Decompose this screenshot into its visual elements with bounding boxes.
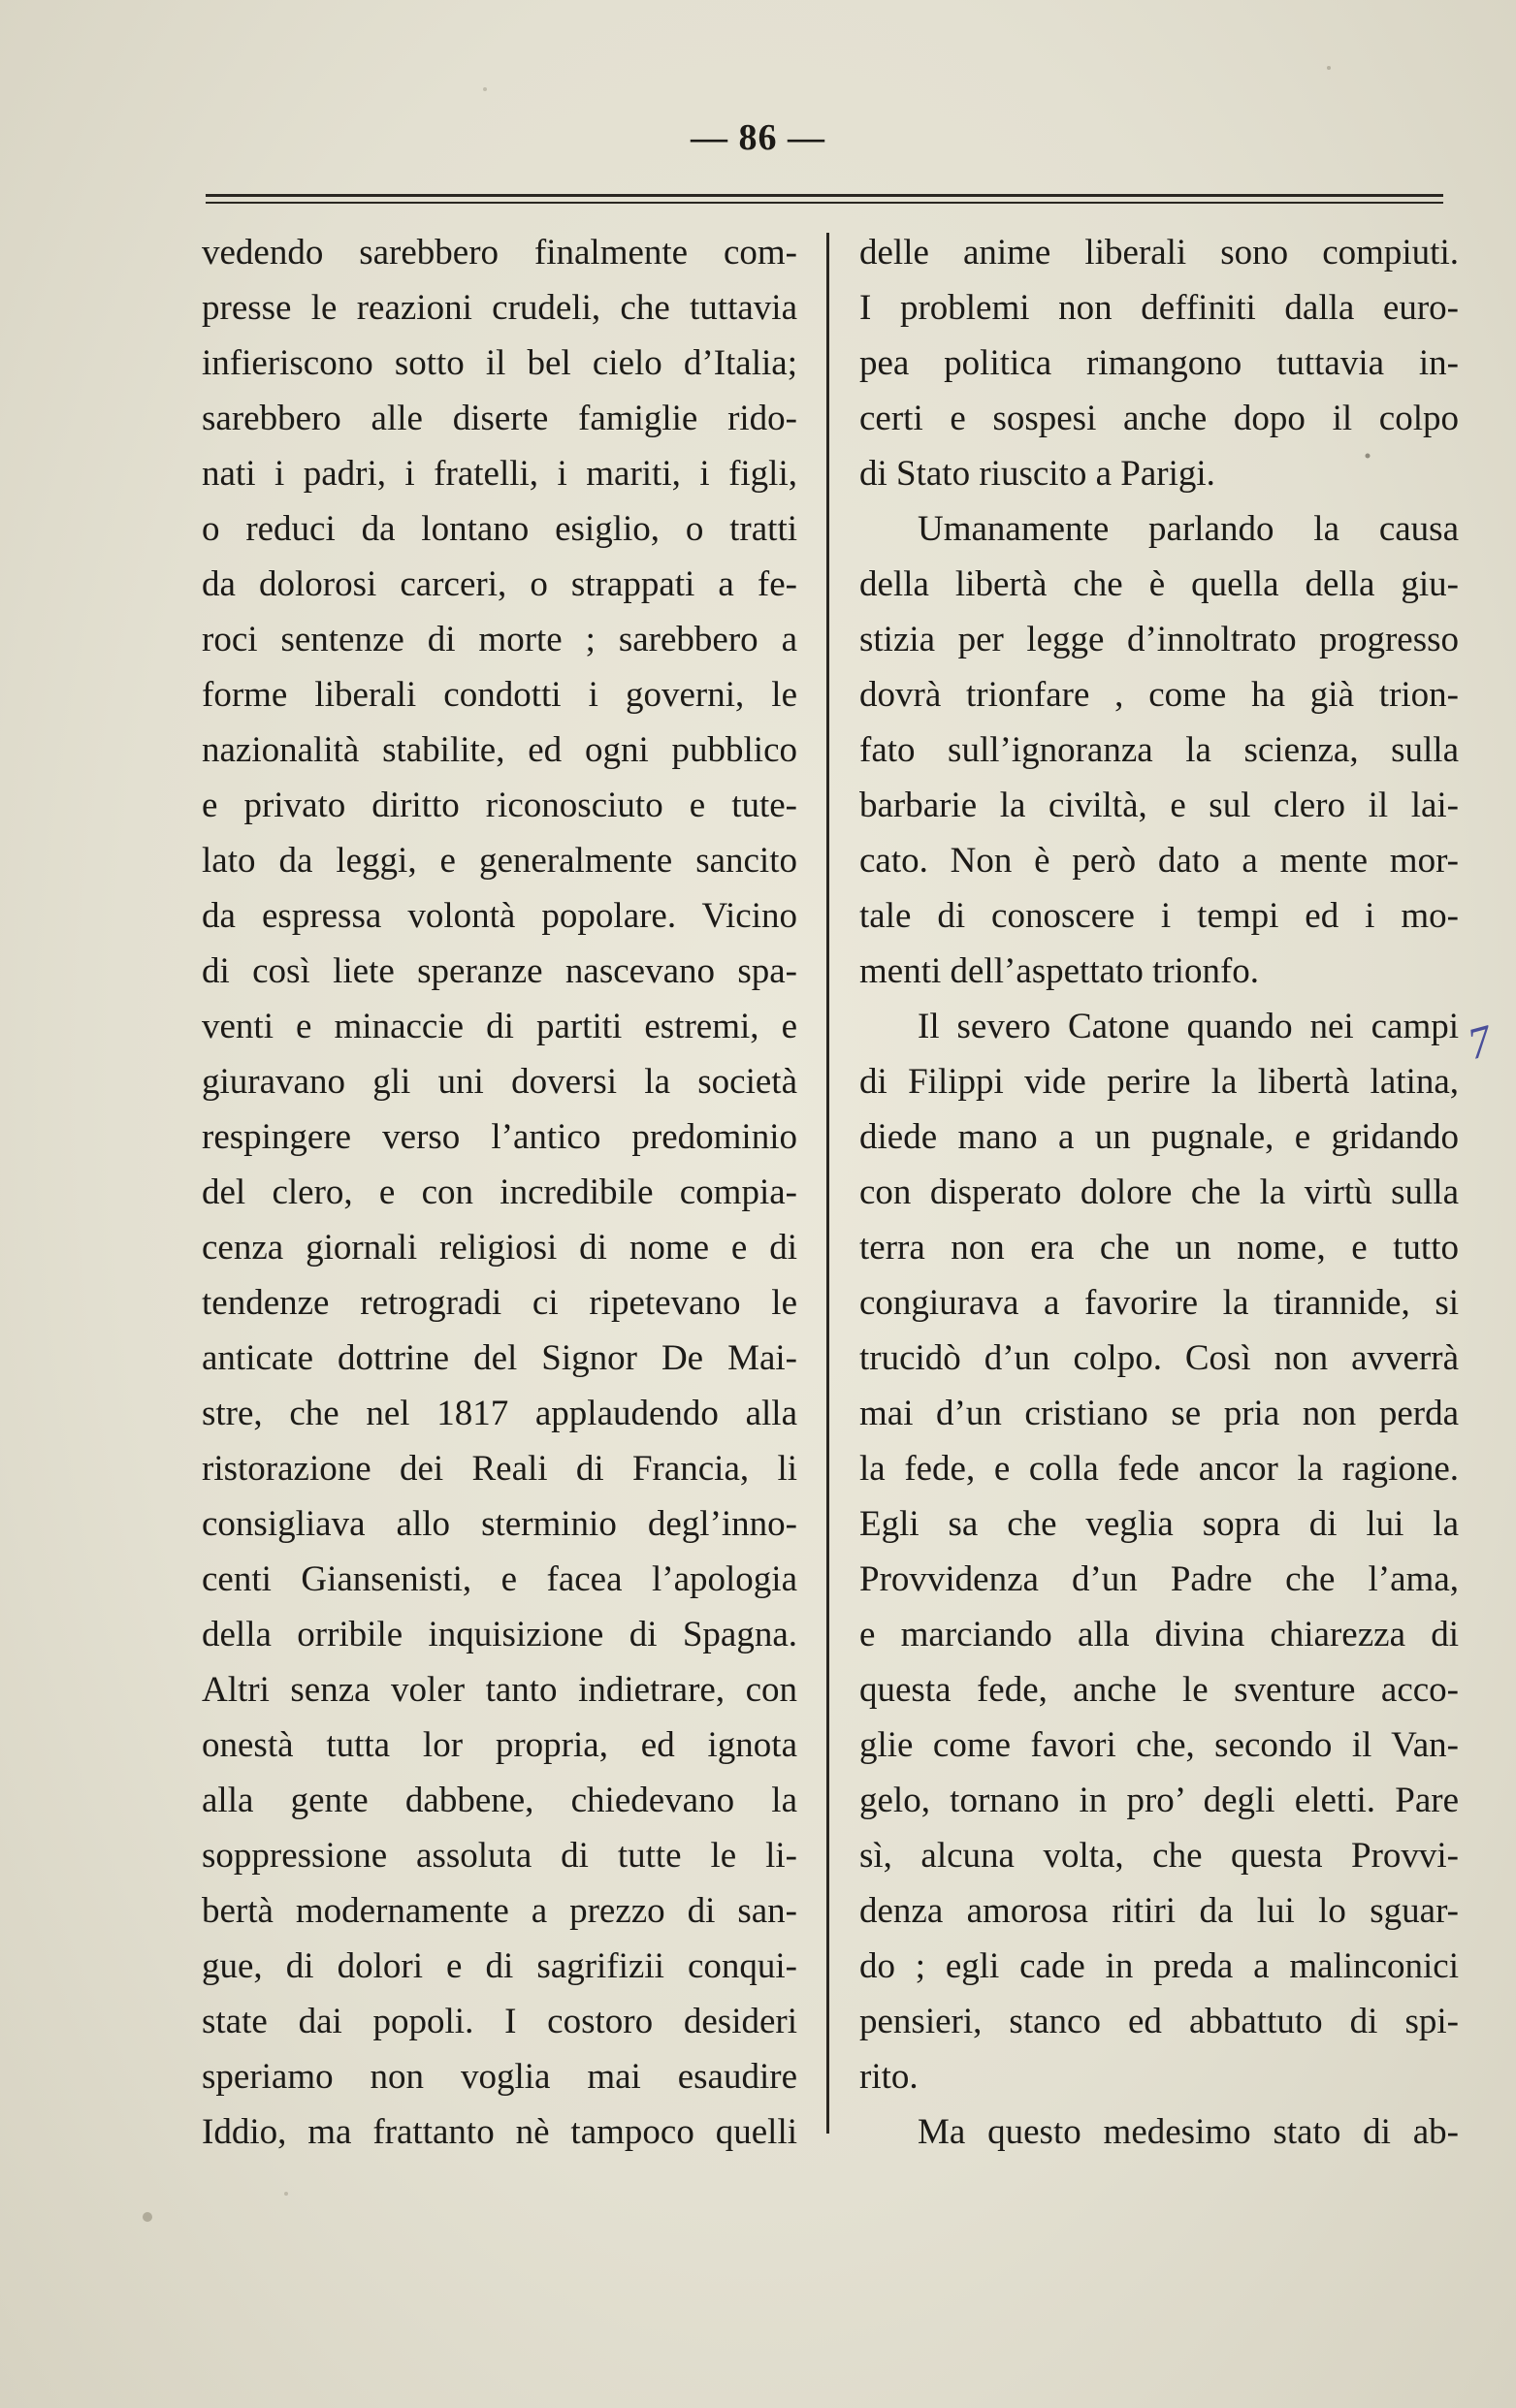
text-line: da dolorosi carceri, o strappati a fe- (202, 564, 797, 604)
text-line: centi Giansenisti, e facea l’apologia (202, 1559, 797, 1599)
text-line: sì, alcuna volta, che questa Provvi- (859, 1836, 1459, 1876)
text-line: lato da leggi, e generalmente sancito (202, 841, 797, 881)
text-line: gelo, tornano in pro’ degli eletti. Pare (859, 1781, 1459, 1820)
text-line: forme liberali condotti i governi, le (202, 675, 797, 715)
text-line: onestà tutta lor propria, ed ignota (202, 1725, 797, 1765)
paragraph-first-line: Umanamente parlando la causa (918, 509, 1459, 549)
text-line: certi e sospesi anche dopo il colpo (859, 399, 1459, 438)
text-line: di Filippi vide perire la libertà latina, (859, 1062, 1459, 1102)
text-line: mai d’un cristiano se pria non perda (859, 1394, 1459, 1433)
text-line: delle anime liberali sono compiuti. (859, 233, 1459, 273)
text-line: tendenze retrogradi ci ripetevano le (202, 1283, 797, 1323)
text-line: bertà modernamente a prezzo di san- (202, 1891, 797, 1931)
text-line: diede mano a un pugnale, e gridando (859, 1117, 1459, 1157)
text-line: glie come favori che, secondo il Van- (859, 1725, 1459, 1765)
text-line: denza amorosa ritiri da lui lo sguar- (859, 1891, 1459, 1931)
text-line: soppressione assoluta di tutte le li- (202, 1836, 797, 1876)
text-line: roci sentenze di morte ; sarebbero a (202, 620, 797, 659)
text-line: venti e minaccie di partiti estremi, e (202, 1007, 797, 1046)
text-line: stre, che nel 1817 applaudendo alla (202, 1394, 797, 1433)
text-line: I problemi non deffiniti dalla euro- (859, 288, 1459, 328)
text-line: o reduci da lontano esiglio, o tratti (202, 509, 797, 549)
text-line: cato. Non è però dato a mente mor- (859, 841, 1459, 881)
text-line: sarebbero alle diserte famiglie rido- (202, 399, 797, 438)
text-line: infieriscono sotto il bel cielo d’Italia; (202, 343, 797, 383)
text-line: presse le reazioni crudeli, che tuttavia (202, 288, 797, 328)
text-line: gue, di dolori e di sagrifizii conqui- (202, 1946, 797, 1986)
text-line: vedendo sarebbero finalmente com- (202, 233, 797, 273)
text-line: del clero, e con incredibile compia- (202, 1172, 797, 1212)
text-line: Altri senza voler tanto indietrare, con (202, 1670, 797, 1710)
text-line: di Stato riuscito a Parigi. (859, 454, 1215, 494)
text-line: speriamo non voglia mai esaudire (202, 2057, 797, 2097)
text-line: cenza giornali religiosi di nome e di (202, 1228, 797, 1268)
text-line: do ; egli cade in preda a malinconici (859, 1946, 1459, 1986)
page-number: — 86 — (691, 117, 825, 158)
text-line: pea politica rimangono tuttavia in- (859, 343, 1459, 383)
text-line: pensieri, stanco ed abbattuto di spi- (859, 2002, 1459, 2041)
text-line: con disperato dolore che la virtù sulla (859, 1172, 1459, 1212)
paragraph-first-line: Ma questo medesimo stato di ab- (918, 2112, 1459, 2152)
text-line: dovrà trionfare , come ha già trion- (859, 675, 1459, 715)
text-line: questa fede, anche le sventure acco- (859, 1670, 1459, 1710)
text-line: rito. (859, 2057, 919, 2097)
text-line: Egli sa che veglia sopra di lui la (859, 1504, 1459, 1544)
text-line: tale di conoscere i tempi ed i mo- (859, 896, 1459, 936)
text-line: congiurava a favorire la tirannide, si (859, 1283, 1459, 1323)
text-line: Iddio, ma frattanto nè tampoco quelli (202, 2112, 797, 2152)
text-line: giuravano gli uni doversi la società (202, 1062, 797, 1102)
text-line: state dai popoli. I costoro desideri (202, 2002, 797, 2041)
text-line: ristorazione dei Reali di Francia, li (202, 1449, 797, 1489)
text-line: menti dell’aspettato trionfo. (859, 951, 1260, 991)
text-line: fato sull’ignoranza la scienza, sulla (859, 730, 1459, 770)
text-line: anticate dottrine del Signor De Mai- (202, 1338, 797, 1378)
text-line: nazionalità stabilite, ed ogni pubblico (202, 730, 797, 770)
text-line: di così liete speranze nascevano spa- (202, 951, 797, 991)
paragraph-first-line: Il severo Catone quando nei campi (918, 1007, 1459, 1046)
text-line: e privato diritto riconosciuto e tute- (202, 786, 797, 825)
text-line: terra non era che un nome, e tutto (859, 1228, 1459, 1268)
text-line: consigliava allo sterminio degl’inno- (202, 1504, 797, 1544)
text-line: stizia per legge d’innoltrato progresso (859, 620, 1459, 659)
text-line: respingere verso l’antico predominio (202, 1117, 797, 1157)
text-line: barbarie la civiltà, e sul clero il lai- (859, 786, 1459, 825)
text-line: della orribile inquisizione di Spagna. (202, 1615, 797, 1654)
text-line: la fede, e colla fede ancor la ragione. (859, 1449, 1459, 1489)
text-line: trucidò d’un colpo. Così non avverrà (859, 1338, 1459, 1378)
text-line: Provvidenza d’un Padre che l’ama, (859, 1559, 1459, 1599)
handwritten-margin-mark: 7 (1462, 1014, 1498, 1070)
text-line: alla gente dabbene, chiedevano la (202, 1781, 797, 1820)
text-line: e marciando alla divina chiarezza di (859, 1615, 1459, 1654)
text-line: della libertà che è quella della giu- (859, 564, 1459, 604)
text-line: da espressa volontà popolare. Vicino (202, 896, 797, 936)
text-line: nati i padri, i fratelli, i mariti, i figli, (202, 454, 797, 494)
